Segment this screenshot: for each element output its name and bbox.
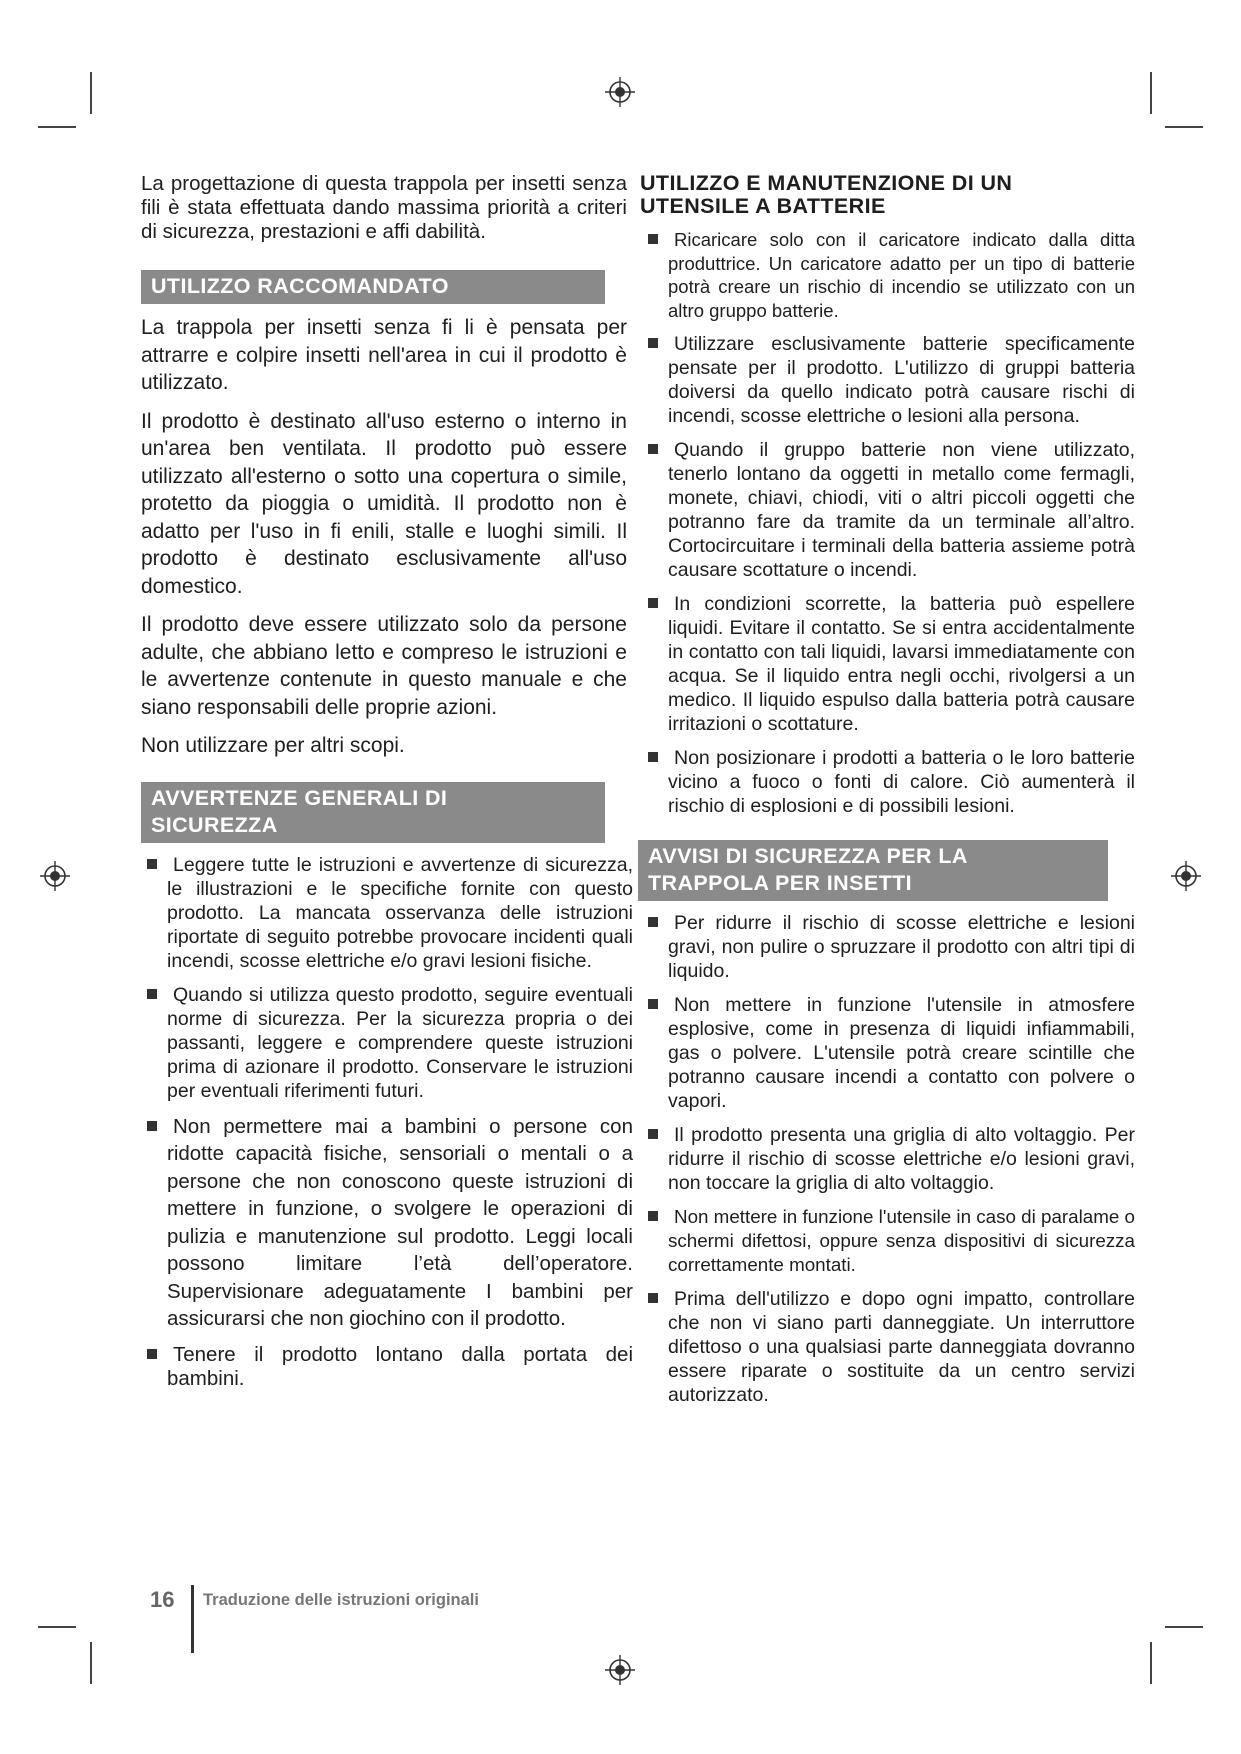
bullet-icon	[648, 917, 658, 927]
bullet-icon	[147, 989, 157, 999]
list-item: Non mettere in funzione l'utensile in atmosfere esplosive, come in presenza di liquidi infiammabili, gas o polvere. L'utensile potrà creare scintille che potranno causare incendi a contatto con polvere o vapori.	[640, 993, 1135, 1113]
paragraph: Non utilizzare per altri scopi.	[141, 734, 405, 757]
section-heading-recommended-use: UTILIZZO RACCOMANDATO	[141, 270, 605, 304]
battery-tool-list	[640, 228, 1135, 818]
paragraph: La trappola per insetti senza fi li è pensata per attrarre e colpire insetti nell'area in cui il prodotto è utilizzato.	[141, 316, 627, 394]
bullet-icon	[147, 859, 157, 869]
bullet-icon	[648, 1293, 658, 1303]
list-item: Utilizzare esclusivamente batterie specificamente pensate per il prodotto. L'utilizzo di gruppi batteria doiversi da quello indicato potrà causare rischi di incendi, scosse elettriche o lesioni alla persona.	[640, 332, 1135, 428]
list-item: Non mettere in funzione l'utensile in caso di paralame o schermi difettosi, oppure senza dispositivi di sicurezza correttamente montati.	[640, 1205, 1135, 1277]
crop-mark	[38, 1626, 76, 1628]
section-heading-general-safety	[141, 782, 605, 843]
crop-mark	[1150, 72, 1152, 114]
crop-mark	[90, 72, 92, 114]
bullet-icon	[648, 234, 658, 244]
footer-text: Traduzione delle istruzioni originali	[203, 1591, 479, 1609]
registration-mark-icon	[605, 77, 635, 107]
bullet-icon	[648, 598, 658, 608]
bullet-icon	[648, 999, 658, 1009]
crop-mark	[1165, 126, 1203, 128]
list-item: Tenere il prodotto lontano dalla portata dei bambini.	[139, 1343, 633, 1391]
list-item: Per ridurre il rischio di scosse elettriche e lesioni gravi, non pulire o spruzzare il prodotto con altri tipi di liquido.	[640, 911, 1135, 983]
insect-trap-safety-list	[640, 911, 1135, 1407]
bullet-icon	[648, 444, 658, 454]
list-item: Quando si utilizza questo prodotto, seguire eventuali norme di sicurezza. Per la sicurezza propria o dei passanti, leggere e comprendere queste istruzioni prima di azionare il prodotto. Conservare le istruzioni per eventuali riferimenti futuri.	[139, 983, 633, 1103]
heading-line: AVVISI DI SICUREZZA PER LA	[648, 844, 968, 868]
intro-paragraph: La progettazione di questa trappola per insetti senza fili è stata effettuata dando massima priorità a criteri di sicurezza, prestazioni e affi dabilità.	[141, 172, 627, 243]
heading-line: AVVERTENZE GENERALI DI	[151, 785, 448, 810]
bullet-icon	[648, 1211, 658, 1221]
crop-mark	[1165, 1626, 1203, 1628]
heading-line: UTENSILE A BATTERIE	[640, 194, 886, 218]
general-safety-list	[139, 853, 633, 1391]
registration-mark-icon	[1171, 861, 1201, 891]
right-column	[640, 172, 1135, 1417]
list-item: Quando il gruppo batterie non viene utilizzato, tenerlo lontano da oggetti in metallo come fermagli, monete, chiavi, chiodi, viti o altri piccoli oggetti che potranno fare da tramite da un terminale all’altro. Cortocircuitare i terminali della batteria assieme potrà causare scottature o incendi.	[640, 438, 1135, 582]
heading-line: TRAPPOLA PER INSETTI	[648, 871, 913, 895]
heading-line: SICUREZZA	[151, 812, 278, 837]
heading-line: UTILIZZO E MANUTENZIONE DI UN	[640, 171, 1013, 195]
left-column	[141, 172, 633, 1401]
list-item: Il prodotto presenta una griglia di alto voltaggio. Per ridurre il rischio di scosse elettriche e/o lesioni gravi, non toccare la griglia di alto voltaggio.	[640, 1123, 1135, 1195]
bullet-icon	[147, 1349, 157, 1359]
bullet-icon	[648, 752, 658, 762]
bullet-icon	[147, 1121, 157, 1131]
paragraph: Il prodotto è destinato all'uso esterno o interno in un'area ben ventilata. Il prodotto può essere utilizzato all'esterno o sotto una copertura o simile, protetto da pioggia o umidità. Il prodotto non è adatto per l'uso in fi enili, stalle e luoghi simili. Il prodotto è destinato esclusivamente all'uso domestico.	[141, 409, 627, 598]
list-item: Prima dell'utilizzo e dopo ogni impatto, controllare che non vi siano parti danneggiate. Un interruttore difettoso o una qualsiasi parte danneggiata dovranno essere riparate o sostituite da un centro servizi autorizzato.	[640, 1287, 1135, 1407]
registration-mark-icon	[40, 861, 70, 891]
crop-mark	[1150, 1642, 1152, 1684]
list-item: Ricaricare solo con il caricatore indicato dalla ditta produttrice. Un caricatore adatto per un tipo di batterie potrà creare un rischio di incendio se utilizzato con un altro gruppo batterie.	[640, 228, 1135, 322]
section-heading-insect-trap-safety	[638, 840, 1108, 901]
list-item: Leggere tutte le istruzioni e avvertenze di sicurezza, le illustrazioni e le specifiche fornite con questo prodotto. La mancata osservanza delle istruzioni riportate di seguito potrebbe provocare incidenti quali incendi, scosse elettriche e/o gravi lesioni fisiche.	[139, 853, 633, 973]
bullet-icon	[648, 1129, 658, 1139]
crop-mark	[90, 1642, 92, 1684]
section-heading-battery-tool	[640, 172, 1135, 218]
crop-mark	[38, 126, 76, 128]
list-item: Non posizionare i prodotti a batteria o le loro batterie vicino a fuoco o fonti di calore. Ciò aumenterà il rischio di esplosioni e di possibili lesioni.	[640, 746, 1135, 818]
paragraph: Il prodotto deve essere utilizzato solo da persone adulte, che abbiano letto e compreso le istruzioni e le avvertenze contenute in questo manuale e che siano responsabili delle proprie azioni.	[141, 613, 627, 719]
footer-divider	[191, 1585, 194, 1653]
list-item: In condizioni scorrette, la batteria può espellere liquidi. Evitare il contatto. Se si entra accidentalmente in contatto con tali liquidi, lavarsi immediatamente con acqua. Se il liquido entra negli occhi, rivolgersi a un medico. Il liquido espulso dalla batteria potrà causare irritazioni o scottature.	[640, 592, 1135, 736]
list-item: Non permettere mai a bambini o persone con ridotte capacità fisiche, sensoriali o mentali o a persone che non conoscono queste istruzioni di mettere in funzione, o svolgere le operazioni di pulizia e manutenzione sul prodotto. Leggi locali possono limitare l’età dell’operatore. Supervisionare adeguatamente I bambini per assicurarsi che non giochino con il prodotto.	[139, 1113, 633, 1333]
registration-mark-icon	[605, 1655, 635, 1685]
page-number: 16	[150, 1587, 175, 1612]
bullet-icon	[648, 338, 658, 348]
